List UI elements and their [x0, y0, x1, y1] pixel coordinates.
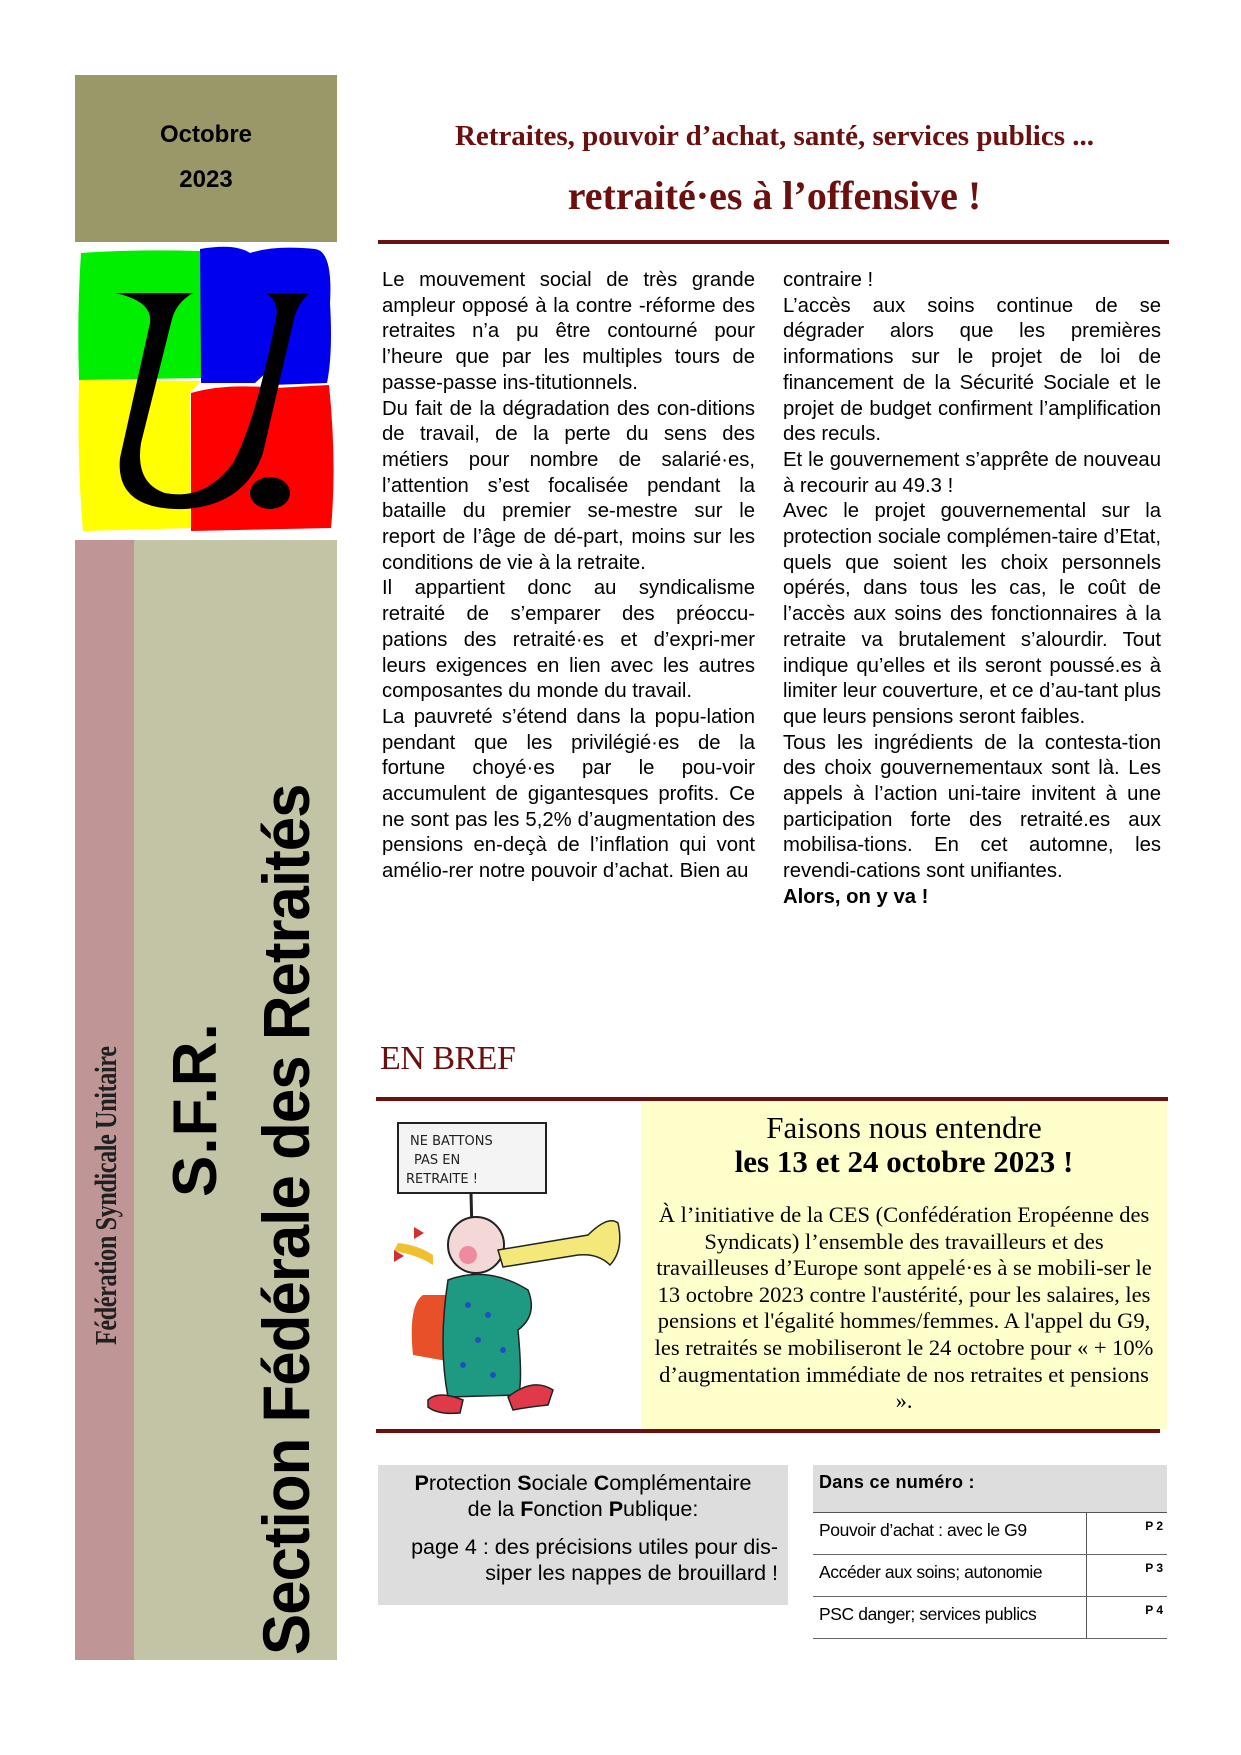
toc-row[interactable]	[813, 1513, 1167, 1555]
toc-item-label: PSC danger; services publics	[813, 1597, 1087, 1638]
toc-item-label: Accéder aux soins; autonomie	[813, 1555, 1087, 1596]
issue-month: Octobre	[159, 121, 252, 148]
federation-name: Fédération Syndicale Unitaire	[88, 1046, 123, 1345]
issue-year: 2023	[179, 166, 233, 193]
article-paragraph: contraire !	[783, 269, 874, 291]
toc-item-page: P 3	[1145, 1561, 1163, 1575]
header-kicker: Retraites, pouvoir d’achat, santé, services publics ...	[454, 120, 1095, 152]
article-paragraph: La pauvreté s’étend dans la popu-lation pendant que les privilégié·es de la fortune choyé·es par le pou-voir accumulent de gigantesques profits. Ce ne sont pas les 5,2% d’augmentation des pensions en-deçà de l’inflation qui vont amélio-rer notre pouvoir d’achat. Bien au	[382, 705, 755, 883]
toc-item-page: P 4	[1145, 1603, 1163, 1617]
callout-title: Faisons nous entendre	[766, 1110, 1042, 1145]
mobilization-callout	[641, 1102, 1167, 1429]
psc-title-line1: Protection Sociale Complémentaire	[414, 1471, 752, 1495]
callout-body: À l’initiative de la CES (Confédération Eropéenne des Syndicats) l’ensemble des travailleurs et des travailleuses d’Europe sont appelé·es à se mobili-ser le 13 octobre 2023 contre l'austérité, pour les salaires, les pensions et l'égalité hommes/femmes. A l'appel du G9, les retraités se mobiliseront le 24 octobre pour « + 10% d’augmentation immédiate de nos retraites et pensions ».	[654, 1202, 1154, 1414]
article-column-left	[382, 268, 755, 885]
sign-line-3: RETRAITE !	[406, 1172, 478, 1187]
issue-date-box	[75, 75, 337, 242]
article-paragraph: Le mouvement social de très grande ampleur opposé à la contre -réforme des retraites n’a pu être contourné pour l’heure que par les multiples tours de passe-passe ins-titutionnels.	[382, 269, 755, 394]
toc-row[interactable]	[813, 1597, 1167, 1639]
psc-title-line2: de la Fonction Publique:	[467, 1497, 699, 1521]
fsu-logo-graphic	[75, 243, 337, 533]
section-acronym: S.F.R.	[161, 1022, 230, 1197]
sign-line-1: NE BATTONS	[410, 1134, 493, 1149]
article-paragraph: Il appartient donc au syndicalisme retraité de s’emparer des préoccu-pations des retraité·es et d’expri-mer leurs exigences en lien avec les autres composantes du monde du travail.	[382, 577, 755, 703]
article-paragraph: Du fait de la dégradation des con-ditions de travail, de la perte du sens des métiers pour nombre de salarié·es, l’attention s’est focalisée pendant la bataille du premier se-mestre sur le report de l’âge de dé-part, moins sur les conditions de vie à la retraite.	[382, 397, 755, 574]
protest-cartoon	[378, 1115, 638, 1425]
article-paragraph: Tous les ingrédients de la contesta-tion des choix gouvernementaux sont là. Les appels à l’action uni-taire invitent à une participation forte des retraité.es aux mobilisa-tions. En cet automne, les revendi-cations sont unifiantes.	[783, 731, 1161, 883]
article-column-right	[783, 268, 1161, 911]
brief-bottom-divider	[376, 1429, 1160, 1433]
psc-teaser-box	[378, 1465, 788, 1605]
toc-item-label: Pouvoir d’achat : avec le G9	[813, 1513, 1087, 1554]
fsu-logo	[75, 243, 337, 533]
page-title: retraité·es à l’offensive !	[567, 173, 982, 218]
callout-dates: les 13 et 24 octobre 2023 !	[734, 1144, 1074, 1179]
toc-title: Dans ce numéro :	[813, 1465, 1167, 1513]
sign-line-2: PAS EN	[414, 1153, 461, 1168]
toc-row[interactable]	[813, 1555, 1167, 1597]
toc-item-page: P 2	[1145, 1519, 1163, 1533]
article-paragraph: L’accès aux soins continue de se dégrader alors que les premières informations sur le projet de loi de financement de la Sécurité Sociale et le projet de budget confirment l’amplification des reculs.	[783, 294, 1161, 446]
brief-divider	[376, 1097, 1168, 1101]
table-of-contents	[813, 1465, 1167, 1639]
section-full-name: Section Fédérale des Retraités	[249, 784, 323, 1655]
cartoon-illustration	[378, 1115, 638, 1425]
article-paragraph: Et le gouvernement s’apprête de nouveau à recourir au 49.3 !	[783, 448, 1161, 497]
article-closing: Alors, on y va !	[783, 885, 929, 908]
article-paragraph: Avec le projet gouvernemental sur la protection sociale complémen-taire d’Etat, quels que soient les choix personnels opérés, dans tous les cas, le coût de l’accès aux soins des fonctionnaires à la retraite va brutalement s’alourdir. Tout indique qu’elles et ils seront poussé.es à limiter leur couverture, et ce d’au-tant plus que leurs pensions seront faibles.	[783, 500, 1161, 728]
header-divider	[378, 240, 1169, 244]
brief-section-title: EN BREF	[380, 1040, 516, 1077]
psc-teaser-text: page 4 : des précisions utiles pour dis-siper les nappes de brouillard !	[411, 1535, 778, 1585]
